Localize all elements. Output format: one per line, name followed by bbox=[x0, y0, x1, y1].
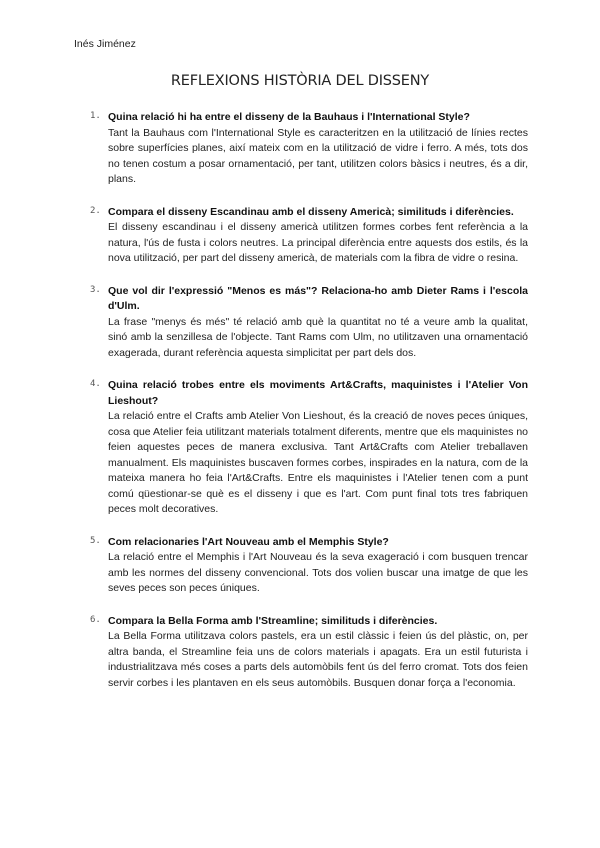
question-number: 1. bbox=[90, 111, 101, 121]
answer-text: Tant la Bauhaus com l'International Style es caracteritzen en la utilització de línies rectes sobre superfícies planes, així mateix com en la utilització de vidre i ferro. A més, tots dos no tenen costum a posar ornamentació, per tant, utilitzen colors bàsics i neutres, és a dir, plans. bbox=[108, 126, 528, 185]
answer-text: La frase "menys és més" té relació amb què la quantitat no té a veure amb la qualitat, sinó amb la senzillesa de l'objecte. Tant Rams com Ulm, no utilitzaven una ornamentació exagerada, durant referència aquesta simplicitat per part dels dos. bbox=[108, 315, 528, 359]
question-text: Com relacionaries l'Art Nouveau amb el Memphis Style? bbox=[108, 535, 389, 548]
question-text: Quina relació trobes entre els moviments Art&Crafts, maquinistes i l'Atelier Von Lieshout? bbox=[108, 379, 528, 407]
question-text: Que vol dir l'expressió "Menos es más"? Relaciona-ho amb Dieter Rams i l'escola d'Ulm. bbox=[108, 284, 528, 312]
question-list bbox=[90, 110, 528, 708]
question-text: Compara el disseny Escandinau amb el disseny Americà; similituds i diferències. bbox=[108, 205, 514, 218]
question-item bbox=[90, 378, 528, 518]
question-number: 3. bbox=[90, 284, 101, 295]
author-name: Inés Jiménez bbox=[74, 38, 136, 50]
question-number: 4. bbox=[90, 379, 101, 389]
question-text: Compara la Bella Forma amb l'Streamline; similituds i diferències. bbox=[108, 614, 438, 627]
question-item bbox=[90, 535, 528, 597]
question-item bbox=[90, 110, 528, 188]
question-number: 5. bbox=[90, 535, 101, 546]
answer-text: La Bella Forma utilitzava colors pastels, era un estil clàssic i feien ús del plàstic, on, per altra banda, el Streamline feia uns de colors materials i apagats. Era un estil futurista i industrialitzava més coses a parts dels automòbils fent ús del ferro cromat. Tots dos feien servir corbes i les plantaven en els seus automòbils. Busquen donar força a l'economia. bbox=[108, 630, 528, 689]
page-title: REFLEXIONS HISTÒRIA DEL DISSENY bbox=[170, 73, 430, 89]
answer-text: La relació entre el Memphis i l'Art Nouveau és la seva exageració i com busquen trencar amb les normes del disseny convencional. Tots dos volien buscar una imatge de que les seves peces son peces úniques. bbox=[108, 551, 528, 594]
question-item bbox=[90, 205, 528, 267]
question-number: 2. bbox=[90, 205, 101, 216]
answer-text: La relació entre el Crafts amb Atelier Von Lieshout, és la creació de noves peces úniques, cosa que Atelier feia utilitzant materials totalment diferents, mentre que els maquinistes no feien aquestes peces de manera exclusiva. Tant Art&Crafts com Atelier treballaven manualment. Els maquinistes buscaven formes corbes, inspirades en la natura, com de la mateixa manera ho feia l'Art&Crafts. Entre els maquinistes i l'Atelier tenen com a punt comú qüestionar-se què es el disseny i que es l'art. Com punt final tots tres fabriquen peces molt decoratives. bbox=[108, 410, 528, 515]
question-number: 6. bbox=[90, 614, 101, 625]
question-text: Quina relació hi ha entre el disseny de la Bauhaus i l'International Style? bbox=[108, 111, 470, 123]
answer-text: El disseny escandinau i el disseny americà utilitzen formes corbes fent referència a la natura, l'ús de fusta i colors neutres. La principal diferència entre aquests dos estils, és la nova utilització, per part del disseny americà, de materials com la fibra de vidre o resina. bbox=[108, 221, 528, 264]
question-item bbox=[90, 614, 528, 692]
question-item bbox=[90, 284, 528, 362]
